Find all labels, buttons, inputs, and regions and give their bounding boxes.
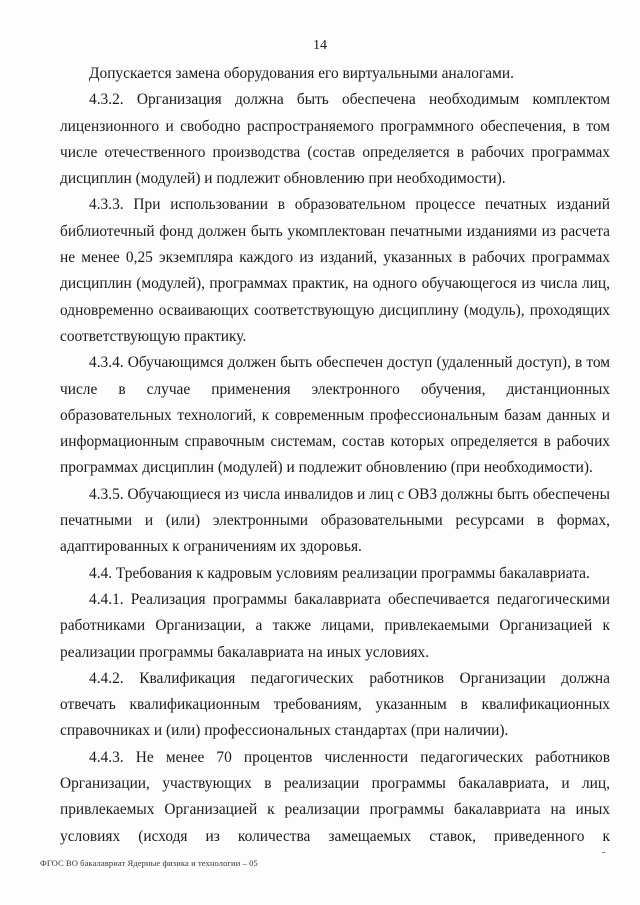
paragraph-4-4: 4.4. Требования к кадровым условиям реализации программы бакалавриата. [89,564,590,582]
paragraph-4-3-5: 4.3.5. Обучающиеся из числа инвалидов и лиц с ОВЗ должны быть обеспечены печатными и (или) электронными образовательными ресурсами в формах, адаптированных к ограничениям их здоровья. [60,485,610,556]
paragraph-equipment-substitution: Допускается замена оборудования его виртуальными аналогами. [89,65,514,82]
paragraph-4-4-1: 4.4.1. Реализация программы бакалавриата обеспечивается педагогическими работниками Организации, а также лицами, привлекаемыми Организацией к реализации программы бакалавриата на иных условиях. [60,590,610,661]
document-footer: ФГОС ВО бакалавриат Ядерные физика и технологии – 05 [40,858,258,868]
paragraph-4-3-2: 4.3.2. Организация должна быть обеспечена необходимым комплектом лицензионного и свободно распространяемого программного обеспечения, в том числе отечественного производства (состав определяется в рабочих программах дисциплин (модулей) и подлежит обновлению при необходимости). [60,91,610,188]
paragraph-4-3-4: 4.3.4. Обучающимся должен быть обеспечен доступ (удаленный доступ), в том числе в случае применения электронного обучения, дистанционных образовательных технологий, к современным профессиональным базам данных и информационным справочным системам, состав которых определяется в рабочих программах дисциплин (модулей) и подлежит обновлению (при необходимости). [60,354,610,477]
paragraph-4-4-3: 4.4.3. Не менее 70 процентов численности педагогических работников Организации, участвующих в реализации программы бакалавриата, и лиц, привлекаемых Организацией к реализации программы бакалавриата на иных условиях (исходя из количества замещаемых ставок, приведенного к [60,748,610,845]
page-number: 14 [313,38,327,53]
paragraph-4-4-2: 4.4.2. Квалификация педагогических работников Организации должна отвечать квалификационным требованиям, указанным в квалификационных справочниках и (или) профессиональных стандартах (при наличии). [60,669,610,740]
scan-artifact [602,852,605,853]
document-body [60,61,610,850]
paragraph-4-3-3: 4.3.3. При использовании в образовательном процессе печатных изданий библиотечный фонд должен быть укомплектован печатными изданиями из расчета не менее 0,25 экземпляра каждого из изданий, указанных в рабочих программах дисциплин (модулей), программах практик, на одного обучающегося из числа лиц, одновременно осваивающих соответствующую дисциплину (модуль), проходящих соответствующую практику. [60,196,610,345]
